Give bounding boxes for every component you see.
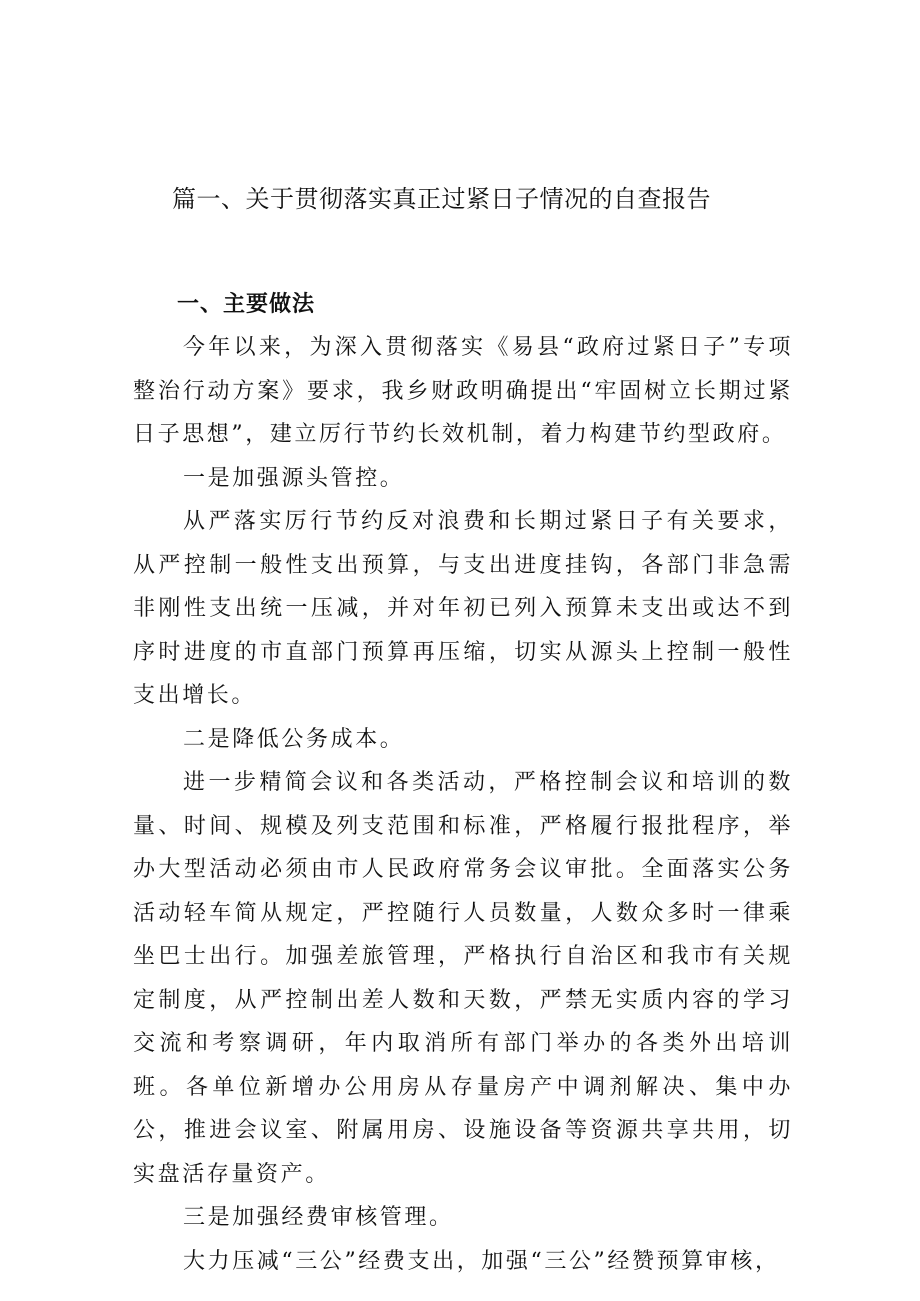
section-heading-main-practices: 一、主要做法 (177, 292, 316, 317)
point-1-paragraph: 从严落实厉行节约反对浪费和长期过紧日子有关要求，从严控制一般性支出预算，与支出进度挂钩，各部门非急需非刚性支出统一压减，并对年初已列入预算未支出或达不到序时进度的市直部门预算再压缩，切实从源头上控制一般性支出增长。 (133, 509, 793, 708)
point-3-paragraph: 大力压减“三公”经费支出，加强“三公”经赞预算审核， (183, 1248, 780, 1274)
point-1-heading: 一是加强源头管控。 (183, 465, 405, 491)
document-title: 篇一、关于贯彻落实真正过紧日子情况的自查报告 (172, 185, 711, 213)
point-3-heading: 三是加强经费审核管理。 (183, 1205, 454, 1230)
point-2-heading: 二是降低公务成本。 (183, 726, 405, 752)
document-body (133, 284, 793, 1283)
intro-paragraph: 今年以来，为深入贯彻落实《易县“政府过紧日子”专项整治行动方案》要求，我乡财政明确提出“牢固树立长期过紧日子思想”，建立厉行节约长效机制，着力构建节约型政府。 (133, 335, 793, 447)
point-2-paragraph: 进一步精简会议和各类活动，严格控制会议和培训的数量、时间、规模及列支范围和标准，严格履行报批程序，举办大型活动必须由市人民政府常务会议审批。全面落实公务活动轻车简从规定，严控随行人员数量，人数众多时一律乘坐巴士出行。加强差旅管理，严格执行自治区和我市有关规定制度，从严控制出差人数和天数，严禁无实质内容的学习交流和考察调研，年内取消所有部门举办的各类外出培训班。各单位新增办公用房从存量房产中调剂解决、集中办公，推进会议室、附属用房、设施设备等资源共享共用，切实盘活存量资产。 (133, 770, 793, 1187)
